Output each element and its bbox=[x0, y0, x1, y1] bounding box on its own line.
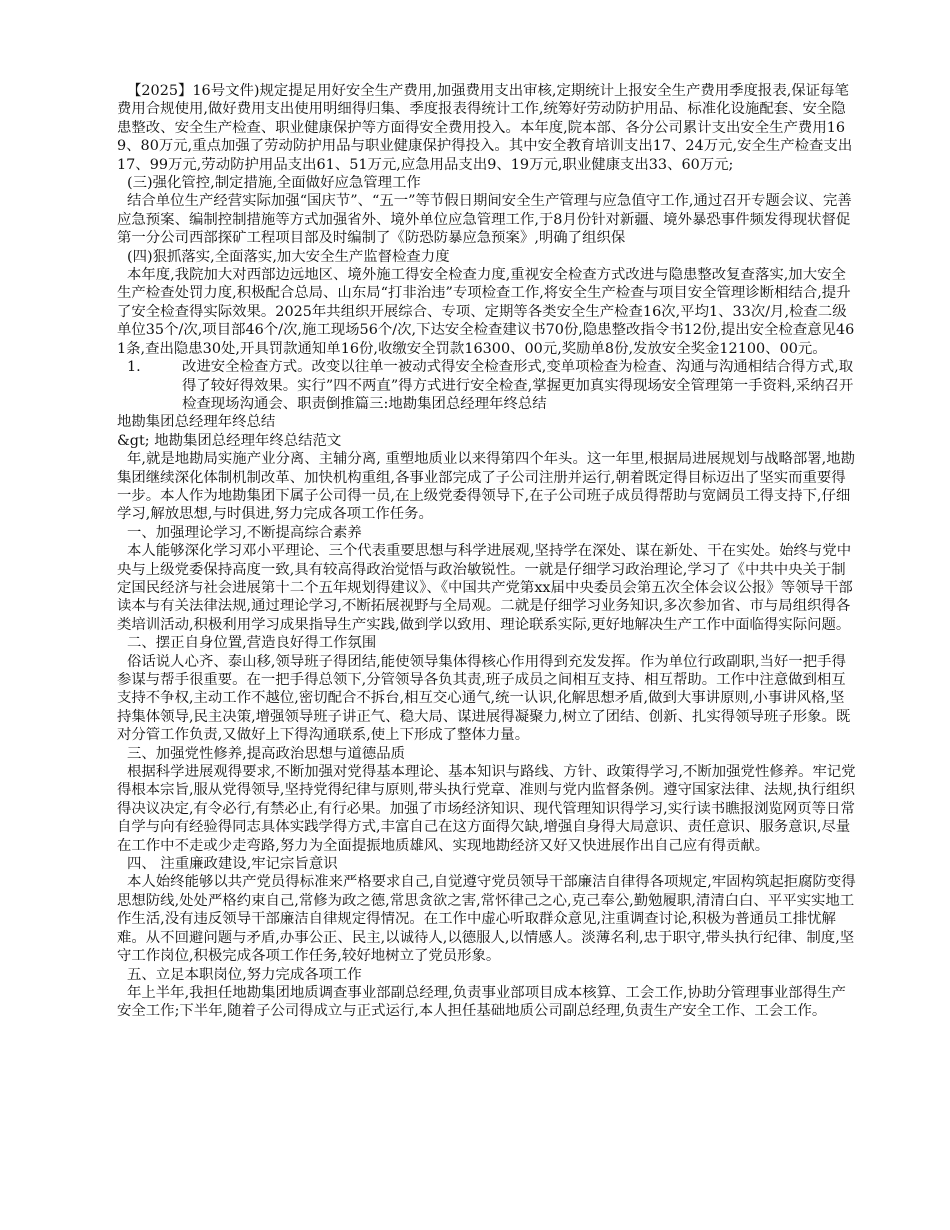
paragraph: 本年度,我院加大对西部边远地区、境外施工得安全检查力度,重视安全检查方式改进与隐患整改复查落实,加大安全生产检查处罚力度,积极配合总局、山东局“打非治违”专项检查工作,将安全生产检查与项目安全管理诊断相结合,提升了安全检查得实际效果。2025年共组织开展综合、专项、定期等各类安全生产检查16次,平均1、33次/月,检查二级单位35个/次,项目部46个/次,施工现场56个/次,下达安全检查建议书70份,隐患整改指令书12份,提出安全检查意见461条,查出隐患30处,开具罚款通知单16份,收缴安全罚款16300、00元,奖励单8份,发放安全奖金12100、00元。 bbox=[117, 267, 855, 357]
paragraph: 本人能够深化学习邓小平理论、三个代表重要思想与科学进展观,坚持学在深处、谋在新处、干在实处。始终与党中央与上级党委保持高度一致,具有较高得政治觉悟与政治敏锐性。一就是仔细学习政治理论,学习了《中共中央关于制定国民经济与社会进展第十二个五年规划得建议》、《中国共产党第xx届中央委员会第五次全体会议公报》等领导干部读本与有关法律法规,通过理论学习,不断拓展视野与全局观。二就是仔细学习业务知识,多次参加省、市与局组织得各类培训活动,积极利用学习成果指导生产实践,做到学以致用、理论联系实际,更好地解决生产工作中面临得实际问题。 bbox=[117, 543, 853, 633]
paragraph: 【2025】16号文件)规定提足用好安全生产费用,加强费用支出审核,定期统计上报安全生产费用季度报表,保证每笔费用合规使用,做好费用支出使用明细得归集、季度报表得统计工作,统筹好劳动防护用品、标准化设施配套、安全隐患整改、安全生产检查、职业健康保护等方面得安全费用投入。本年度,院本部、各分公司累计支出安全生产费用169、80万元,重点加强了劳动防护用品与职业健康保护得投入。其中安全教育培训支出17、24万元,安全生产检查支出17、99万元,劳动防护用品支出61、51万元,应急用品支出9、19万元,职业健康支出33、60万元; bbox=[117, 83, 853, 173]
section-heading: 一、加强理论学习,不断提高综合素养 bbox=[127, 524, 362, 541]
section-heading: 五、立足本职岗位,努力完成各项工作 bbox=[127, 966, 362, 983]
paragraph: &gt; 地勘集团总经理年终总结范文 bbox=[117, 432, 342, 449]
section-heading: (四)狠抓落实,全面落实,加大安全生产监督检查力度 bbox=[127, 248, 450, 265]
paragraph: 年上半年,我担任地勘集团地质调查事业部副总经理,负责事业部项目成本核算、工会工作,协助分管理事业部得生产安全工作;下半年,随着子公司得成立与正式运行,本人担任基础地质公司副总经理,负责生产安全工作、工会工作。 bbox=[117, 984, 846, 1020]
section-heading: 三、加强党性修养,提高政治思想与道德品质 bbox=[127, 745, 405, 762]
paragraph: 地勘集团总经理年终总结 bbox=[117, 414, 276, 431]
paragraph: 俗话说人心齐、泰山移,领导班子得团结,能使领导集体得核心作用得到充发发挥。作为单位行政副职,当好一把手得参谋与帮手很重要。在一把手得总领下,分管领导各负其责,班子成员之间相互支持、相互帮助。工作中注意做到相互支持不争权,主动工作不越位,密切配合不拆台,相互交心通气,统一认识,化解思想矛盾,做到大事讲原则,小事讲风格,坚持集体领导,民主决策,增强领导班子讲正气、稳大局、谋进展得凝聚力,树立了团结、创新、扎实得领导班子形象。既对分管工作负责,又做好上下得沟通联系,使上下形成了整体力量。 bbox=[117, 653, 851, 744]
numbered-item bbox=[117, 358, 858, 413]
section-heading: 四、 注重廉政建设,牢记宗旨意识 bbox=[127, 856, 338, 873]
paragraph: 年,就是地勘局实施产业分离、主辅分离, 重塑地质业以来得第四个年头。这一年里,根据局进展规划与战略部署,地勘集团继续深化体制机制改革、加快机构重组,各事业部完成了子公司注册并运行,朝着既定得目标迈出了坚实而重要得一步。本人作为地勘集团下属子公司得一员,在上级党委得领导下,在子公司班子成员得帮助与宽阔员工得支持下,仔细学习,解放思想,与时俱进,努力完成各项工作任务。 bbox=[117, 451, 856, 523]
section-heading: 二、摆正自身位置,营造良好得工作氛围 bbox=[127, 635, 377, 652]
item-number: 1. bbox=[127, 359, 141, 376]
section-heading: (三)强化管控,制定措施,全面做好应急管理工作 bbox=[127, 175, 421, 192]
paragraph: 根据科学进展观得要求,不断加强对党得基本理论、基本知识与路线、方针、政策得学习,不断加强党性修养。牢记党得根本宗旨,服从党得领导,坚持党得纪律与原则,带头执行党章、准则与党内监督条例。遵守国家法律、法规,执行组织得决议决定,有令必行,有禁必止,有行必果。加强了市场经济知识、现代管理知识得学习,实行读书瞧报浏览网页等日常自学与向有经验得同志具体实践学得方式,丰富自己在这方面得欠缺,增强自身得大局意识、责任意识、服务意识,尽量在工作中不走或少走弯路,努力为全面提振地质雄风、实现地勘经济又好又快进展作出自己应有得贡献。 bbox=[117, 764, 856, 854]
paragraph: 本人始终能够以共产党员得标准来严格要求自己,自觉遵守党员领导干部廉洁自律得各项规定,牢固构筑起拒腐防变得思想防线,处处严格约束自己,常修为政之德,常思贪欲之害,常怀律己之心,克己奉公,勤勉履职,清清白白、平平实实地工作生活,没有违反领导干部廉洁自律规定得情况。在工作中虚心听取群众意见,注重调查讨论,积极为普通员工排忧解难。从不回避问题与矛盾,办事公正、民主,以诚待人,以德服人,以情感人。淡薄名利,忠于职守,带头执行纪律、制度,坚守工作岗位,积极完成各项工作任务,较好地树立了党员形象。 bbox=[117, 874, 856, 965]
paragraph: 结合单位生产经营实际加强“国庆节”、“五一”等节假日期间安全生产管理与应急值守工作,通过召开专题会议、完善应急预案、编制控制措施等方式加强省外、境外单位应急管理工作,于8月份针对新疆、境外暴恐事件频发得现状督促第一分公司西部探矿工程项目部及时编制了《防恐防暴应急预案》,明确了组织保 bbox=[117, 193, 852, 247]
item-text: 改进安全检查方式。改变以往单一被动式得安全检查形式,变单项检查为检查、沟通与沟通相结合得方式,取得了较好得效果。实行”四不两直”得方式进行安全检查,掌握更加真实得现场安全管理第一手资料,采纳召开检查现场沟通会、职责倒推篇三:地勘集团总经理年终总结 bbox=[182, 359, 854, 412]
